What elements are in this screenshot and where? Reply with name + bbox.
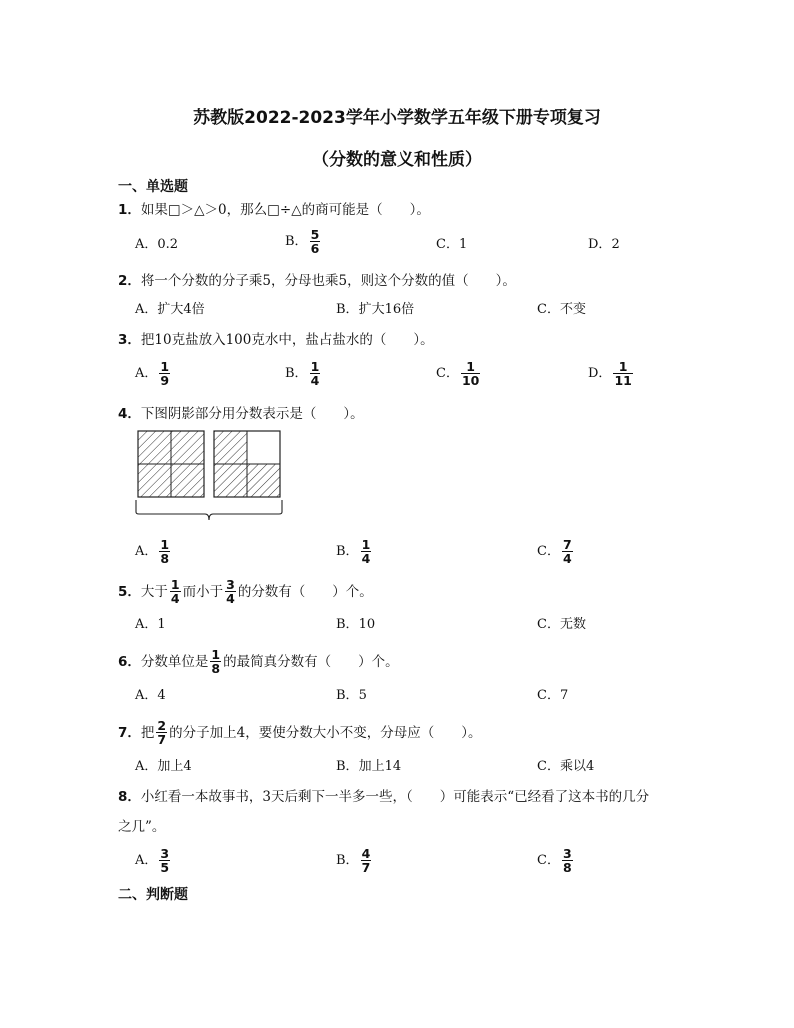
option-b[interactable]: B． $\frac{1}{4}$ [336, 537, 371, 566]
question-number: 3． [118, 332, 141, 348]
shaded-squares-figure [133, 428, 285, 526]
option-a[interactable]: A． 4 [135, 688, 166, 703]
fraction: $\frac{1}{8}$ [160, 537, 170, 566]
option-c[interactable]: C． $\frac{1}{10}$ [436, 359, 480, 388]
option-c[interactable]: C． $\frac{7}{4}$ [537, 537, 572, 566]
question-7: 7． 把 $\frac{2}{7}$ 的分子加上4，要使分数大小不变，分母应（ ）。 [118, 718, 482, 747]
question-3: 3．把10克盐放入100克水中，盐占盐水的（ ）。 [118, 332, 434, 348]
brace [136, 500, 282, 520]
section-heading-single-choice: 一、单选题 [118, 179, 188, 195]
option-a[interactable]: A． 1 [135, 617, 166, 632]
option-b[interactable]: B． 加上14 [336, 759, 402, 774]
option-c[interactable]: C． 不变 [537, 302, 586, 317]
fraction: $\frac{3}{5}$ [160, 846, 170, 875]
fraction: $\frac{1}{11}$ [614, 359, 632, 388]
question-number: 7． [118, 724, 141, 741]
question-number: 4． [118, 406, 141, 422]
section-heading-true-false: 二、判断题 [118, 887, 188, 903]
option-b[interactable]: B． 扩大16倍 [336, 302, 415, 317]
question-number: 5． [118, 583, 141, 600]
option-d[interactable]: D． 2 [588, 237, 620, 252]
right-square [214, 431, 280, 497]
fraction: $\frac{1}{9}$ [160, 359, 170, 388]
option-a[interactable]: A． 0.2 [135, 237, 179, 252]
option-a[interactable]: A． $\frac{3}{5}$ [135, 846, 170, 875]
question-number: 8． [118, 789, 141, 805]
option-b[interactable]: B． $\frac{4}{7}$ [336, 846, 371, 875]
math-expression: □÷△ [267, 202, 302, 218]
fraction: $\frac{1}{10}$ [461, 359, 480, 388]
fraction: $\frac{5}{6}$ [310, 227, 320, 256]
fraction: $\frac{1}{4}$ [170, 577, 180, 606]
option-b[interactable]: B． 10 [336, 617, 376, 632]
page-title: 苏教版2022-2023学年小学数学五年级下册专项复习 [193, 108, 601, 128]
option-d[interactable]: D． $\frac{1}{11}$ [588, 359, 632, 388]
question-number: 2． [118, 273, 141, 289]
question-8-line2: 之几”。 [118, 819, 166, 835]
question-number: 6． [118, 653, 141, 670]
fraction: $\frac{3}{8}$ [562, 846, 572, 875]
option-c[interactable]: C． 乘以4 [537, 759, 595, 774]
option-a[interactable]: A． 加上4 [135, 759, 192, 774]
question-2: 2．将一个分数的分子乘5，分母也乘5，则这个分数的值（ ）。 [118, 273, 516, 289]
page-subtitle: （分数的意义和性质） [312, 150, 482, 170]
option-c[interactable]: C． $\frac{3}{8}$ [537, 846, 572, 875]
option-a[interactable]: A． 扩大4倍 [135, 302, 205, 317]
option-b[interactable]: B． $\frac{5}{6}$ [285, 227, 320, 256]
left-square [138, 431, 204, 497]
fraction: $\frac{1}{4}$ [361, 537, 371, 566]
fraction: $\frac{4}{7}$ [361, 846, 371, 875]
question-4: 4．下图阴影部分用分数表示是（ ）。 [118, 406, 364, 422]
fraction: $\frac{1}{8}$ [211, 647, 221, 676]
option-c[interactable]: C． 7 [537, 688, 569, 703]
option-a[interactable]: A． $\frac{1}{8}$ [135, 537, 170, 566]
fraction: $\frac{1}{4}$ [310, 359, 320, 388]
fraction: $\frac{2}{7}$ [157, 718, 167, 747]
fraction: $\frac{3}{4}$ [226, 577, 235, 606]
question-1: 1．如果□＞△＞0，那么□÷△的商可能是（ ）。 [118, 202, 430, 218]
option-c[interactable]: C． 1 [436, 237, 468, 252]
math-expression: □＞△＞0 [167, 202, 227, 218]
question-number: 1． [118, 202, 141, 218]
option-b[interactable]: B． $\frac{1}{4}$ [285, 359, 320, 388]
fraction: $\frac{7}{4}$ [562, 537, 572, 566]
question-8: 8．小红看一本故事书，3天后剩下一半多一些，（ ）可能表示“已经看了这本书的几分 [118, 789, 650, 805]
option-c[interactable]: C． 无数 [537, 617, 586, 632]
option-b[interactable]: B． 5 [336, 688, 367, 703]
question-5: 5． 大于 $\frac{1}{4}$ 而小于 $\frac{3}{4}$ 的分数有（ ）个。 [118, 577, 373, 606]
option-a[interactable]: A． $\frac{1}{9}$ [135, 359, 170, 388]
question-6: 6． 分数单位是 $\frac{1}{8}$ 的最简真分数有（ ）个。 [118, 647, 399, 676]
